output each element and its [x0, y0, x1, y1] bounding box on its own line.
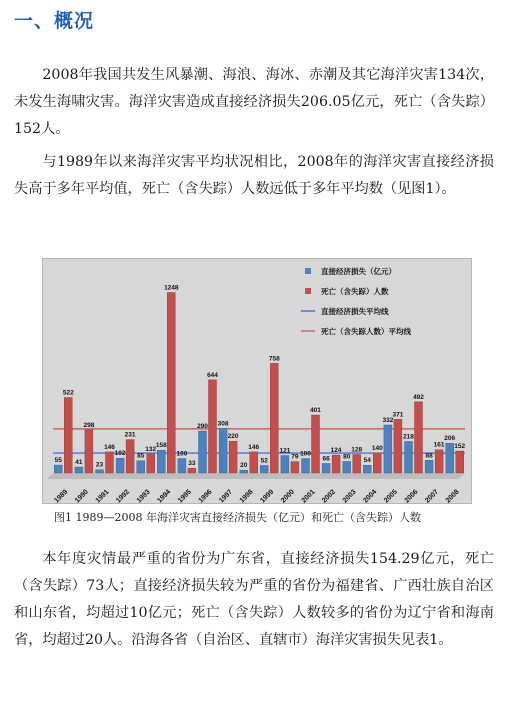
- econ-loss-bar: [446, 443, 454, 473]
- x-tick-label: 2005: [382, 488, 399, 505]
- econ-loss-label: 218: [403, 433, 414, 441]
- death-count-bar: [394, 419, 402, 473]
- econ-loss-label: 100: [176, 450, 188, 458]
- legend-death-average-text: 死亡（含失踪人数）平均线: [321, 327, 411, 336]
- econ-loss-bar: [260, 465, 268, 473]
- econ-loss-bar: [322, 463, 330, 473]
- death-count-label: 298: [83, 421, 95, 429]
- econ-loss-label: 308: [217, 420, 229, 428]
- death-count-label: 146: [104, 443, 115, 451]
- death-count-bar: [373, 453, 381, 473]
- death-count-bar: [270, 363, 278, 473]
- econ-loss-label: 290: [197, 423, 208, 431]
- econ-loss-bar: [343, 461, 351, 473]
- death-count-bar: [126, 440, 134, 473]
- econ-loss-label: 100: [300, 450, 311, 458]
- econ-loss-label: 88: [425, 452, 433, 460]
- paragraph-summary: 2008年我国共发生风暴潮、海浪、海冰、赤潮及其它海洋灾害134次，未发生海啸灾害。海洋灾害造成直接经济损失206.05亿元，死亡（含失踪）152人。: [14, 67, 494, 137]
- x-tick-label: 1994: [156, 488, 173, 505]
- x-tick-label: 2000: [279, 488, 296, 505]
- econ-loss-bar: [178, 459, 186, 473]
- death-count-label: 79: [291, 453, 299, 461]
- econ-loss-bar: [363, 465, 371, 473]
- x-tick-label: 1989: [53, 488, 70, 505]
- figure-chart: [42, 258, 472, 504]
- death-count-label: 231: [124, 431, 136, 439]
- death-count-label: 124: [330, 447, 342, 455]
- x-tick-label: 2006: [403, 488, 420, 505]
- death-count-bar: [229, 441, 237, 473]
- econ-loss-label: 54: [363, 457, 371, 465]
- x-tick-label: 2007: [424, 488, 441, 505]
- x-tick-label: 1995: [176, 488, 193, 505]
- x-tick-label: 1992: [115, 488, 132, 505]
- x-tick-label: 2001: [300, 488, 317, 505]
- death-count-label: 33: [188, 460, 196, 468]
- x-tick-label: 1997: [218, 488, 235, 505]
- econ-loss-bar: [219, 428, 227, 473]
- legend-death-count-swatch: [305, 288, 311, 294]
- econ-loss-bar: [302, 459, 310, 473]
- econ-loss-bar: [116, 458, 124, 473]
- section-heading: 一、概况: [14, 10, 95, 32]
- figure-caption: 图1 1989—2008 年海洋灾害直接经济损失（亿元）和死亡（含失踪）人数: [54, 511, 421, 524]
- econ-loss-bar: [281, 456, 289, 473]
- x-tick-label: 1996: [197, 488, 214, 505]
- x-tick-label: 2008: [444, 488, 461, 505]
- econ-loss-label: 158: [155, 442, 167, 450]
- death-count-bar: [147, 454, 155, 473]
- death-count-label: 371: [392, 411, 404, 419]
- x-tick-label: 1998: [238, 488, 255, 505]
- death-count-bar: [209, 380, 217, 473]
- x-tick-label: 1991: [94, 488, 111, 505]
- death-count-label: 132: [145, 445, 157, 453]
- econ-loss-label: 55: [54, 457, 62, 465]
- econ-loss-bar: [240, 470, 248, 473]
- death-count-label: 758: [268, 355, 280, 363]
- death-count-label: 644: [207, 371, 218, 379]
- death-count-bar: [64, 398, 72, 473]
- death-count-bar: [456, 451, 464, 473]
- death-count-label: 1248: [164, 284, 179, 292]
- x-tick-label: 2004: [362, 488, 379, 505]
- death-count-bar: [353, 454, 361, 473]
- legend-death-count-text: 死亡（含失踪）人数: [321, 287, 389, 296]
- death-count-label: 161: [433, 441, 445, 449]
- econ-loss-bar: [54, 465, 62, 473]
- econ-loss-label: 52: [260, 457, 268, 465]
- death-count-label: 522: [62, 389, 74, 397]
- chart-floor: [47, 473, 465, 479]
- econ-loss-bar: [384, 425, 392, 473]
- econ-loss-bar: [157, 450, 165, 473]
- econ-loss-label: 206: [444, 435, 456, 443]
- death-count-bar: [415, 402, 423, 473]
- death-count-bar: [106, 452, 114, 473]
- econ-loss-bar: [75, 467, 83, 473]
- death-count-bar: [85, 430, 93, 473]
- econ-loss-label: 66: [322, 455, 330, 463]
- legend-econ-loss-swatch: [305, 268, 311, 274]
- bar-chart: [43, 259, 473, 505]
- x-tick-label: 1999: [259, 488, 276, 505]
- x-tick-label: 2002: [321, 488, 338, 505]
- econ-loss-label: 41: [75, 459, 83, 467]
- death-count-bar: [188, 468, 196, 473]
- econ-loss-label: 332: [382, 416, 394, 424]
- econ-loss-bar: [137, 461, 145, 473]
- death-count-label: 146: [248, 443, 260, 451]
- econ-loss-label: 23: [95, 461, 104, 469]
- death-count-label: 401: [310, 407, 321, 415]
- x-tick-label: 1990: [73, 488, 90, 505]
- econ-loss-bar: [96, 470, 104, 473]
- paragraph-provinces: 本年度灾情最严重的省份为广东省，直接经济损失154.29亿元，死亡（含失踪）73人；直接经济损失较为严重的省份为福建省、广西壮族自治区和山东省，均超过10亿元；死亡（含失踪）人数较多的省份为辽宁省和海南省，均超过20人。沿海各省（自治区、直辖市）海洋灾害损失见表1。: [14, 551, 494, 648]
- legend-econ-loss-text: 直接经济损失（亿元）: [321, 267, 396, 276]
- econ-loss-bar: [199, 431, 207, 473]
- econ-loss-bar: [405, 441, 413, 473]
- death-count-label: 128: [351, 446, 363, 454]
- death-count-bar: [332, 455, 340, 473]
- econ-loss-label: 85: [137, 452, 145, 460]
- death-count-bar: [250, 452, 258, 473]
- x-tick-label: 2003: [341, 488, 358, 505]
- death-count-label: 220: [227, 433, 239, 441]
- death-count-bar: [167, 293, 175, 473]
- paragraph-comparison: 与1989年以来海洋灾害平均状况相比，2008年的海洋灾害直接经济损失高于多年平均值，死亡（含失踪）人数远低于多年平均数（见图1）。: [14, 154, 494, 197]
- econ-loss-bar: [425, 460, 433, 473]
- death-count-bar: [435, 450, 443, 473]
- death-count-bar: [291, 462, 299, 473]
- x-tick-label: 1993: [135, 488, 152, 505]
- death-count-label: 140: [371, 444, 383, 452]
- legend-econ-average-text: 直接经济损失平均线: [321, 307, 389, 316]
- econ-loss-label: 80: [343, 453, 351, 461]
- death-count-bar: [312, 415, 320, 473]
- econ-loss-label: 121: [279, 447, 291, 455]
- death-count-label: 492: [413, 393, 424, 401]
- death-count-label: 152: [454, 443, 466, 451]
- econ-loss-label: 20: [240, 462, 248, 470]
- econ-loss-label: 102: [114, 450, 126, 458]
